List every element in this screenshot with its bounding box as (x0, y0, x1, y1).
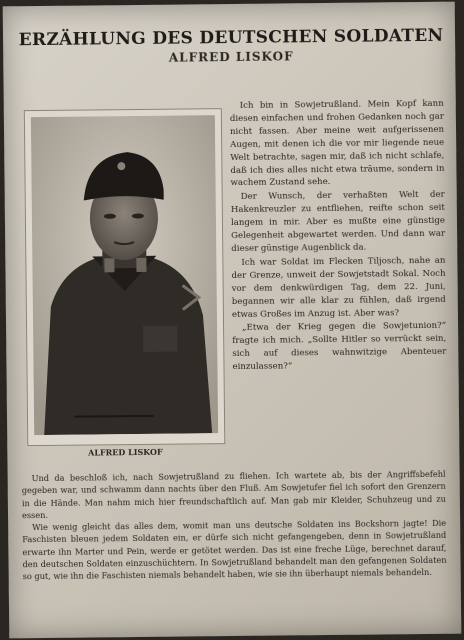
portrait-frame (24, 108, 226, 446)
article-title: ERZÄHLUNG DES DEUTSCHEN SOLDATEN (18, 25, 444, 51)
paragraph: Ich bin in Sowjetrußland. Mein Kopf kann diesen einfachen und frohen Gedanken noch gar nicht fassen. Aber meine weit aufgerissenen Augen, mit denen ich die vor mir liegende neue Welt betrachte, sagen mir, daß ich nicht schlafe, daß ich dies alles nicht etwa träume, sondern in wachem Zustand sehe. (229, 98, 445, 189)
leaflet-page (3, 2, 462, 639)
soldier-portrait-icon (31, 115, 218, 435)
paragraph: Wie wenig gleicht das alles dem, womit man uns deutsche Soldaten ins Bockshorn jagte! Die Faschisten bleuen jedem Soldaten ein, er dürfe sich nicht gefangengeben, denn in Sowjetrußland erwarte ihn Marter und Pein, werde er getötet werden. Das ist eine freche Lüge, berechnet darauf, den deutschen Soldaten einzuschüchtern. In Sowjetrußland behandelt man den gefangenen Soldaten so gut, wie ihn die Faschisten niemals behandelt haben, wie sie ihn überhaupt niemals behandeln. (22, 517, 447, 582)
paragraph: Und da beschloß ich, nach Sowjetrußland zu fliehen. Ich wartete ab, bis der Angriffsbefehl gegeben war, und schwamm dann nachts über den Fluß. Am Sowjetufer fiel ich sofort den Grenzern in die Hände. Man nahm mich hier freundschaftlich auf. Man gab mir Kleider, Schuhzeug und zu essen. (21, 468, 446, 521)
paragraph: Der Wunsch, der verhaßten Welt der Hakenkreuzler zu entfliehen, reifte schon seit langem in mir. Aber es mußte eine günstige Gelegenheit abgewartet werden. Und dann war dieser günstige Augenblick da. (230, 190, 446, 254)
paragraph: „Etwa der Krieg gegen die Sowjetunion?“ fragte ich mich. „Sollte Hitler so verrückt sein, sich auf dieses wahnwitzige Abenteuer einzulassen?“ (232, 321, 447, 373)
paragraph: Ich war Soldat im Flecken Tiljosch, nahe an der Grenze, unweit der Sowjetstadt Sokal. Noch vor dem denkwürdigen Tag, dem 22. Juni, begannen wir alle klar zu fühlen, daß irgend etwas Großes im Anzug ist. Aber was? (231, 255, 446, 320)
article-author: ALFRED LISKOF (168, 49, 294, 65)
right-column-text (230, 98, 447, 375)
bottom-text (22, 468, 447, 583)
photo-caption: ALFRED LISKOF (88, 446, 163, 458)
soldier-portrait-photo (31, 115, 218, 435)
